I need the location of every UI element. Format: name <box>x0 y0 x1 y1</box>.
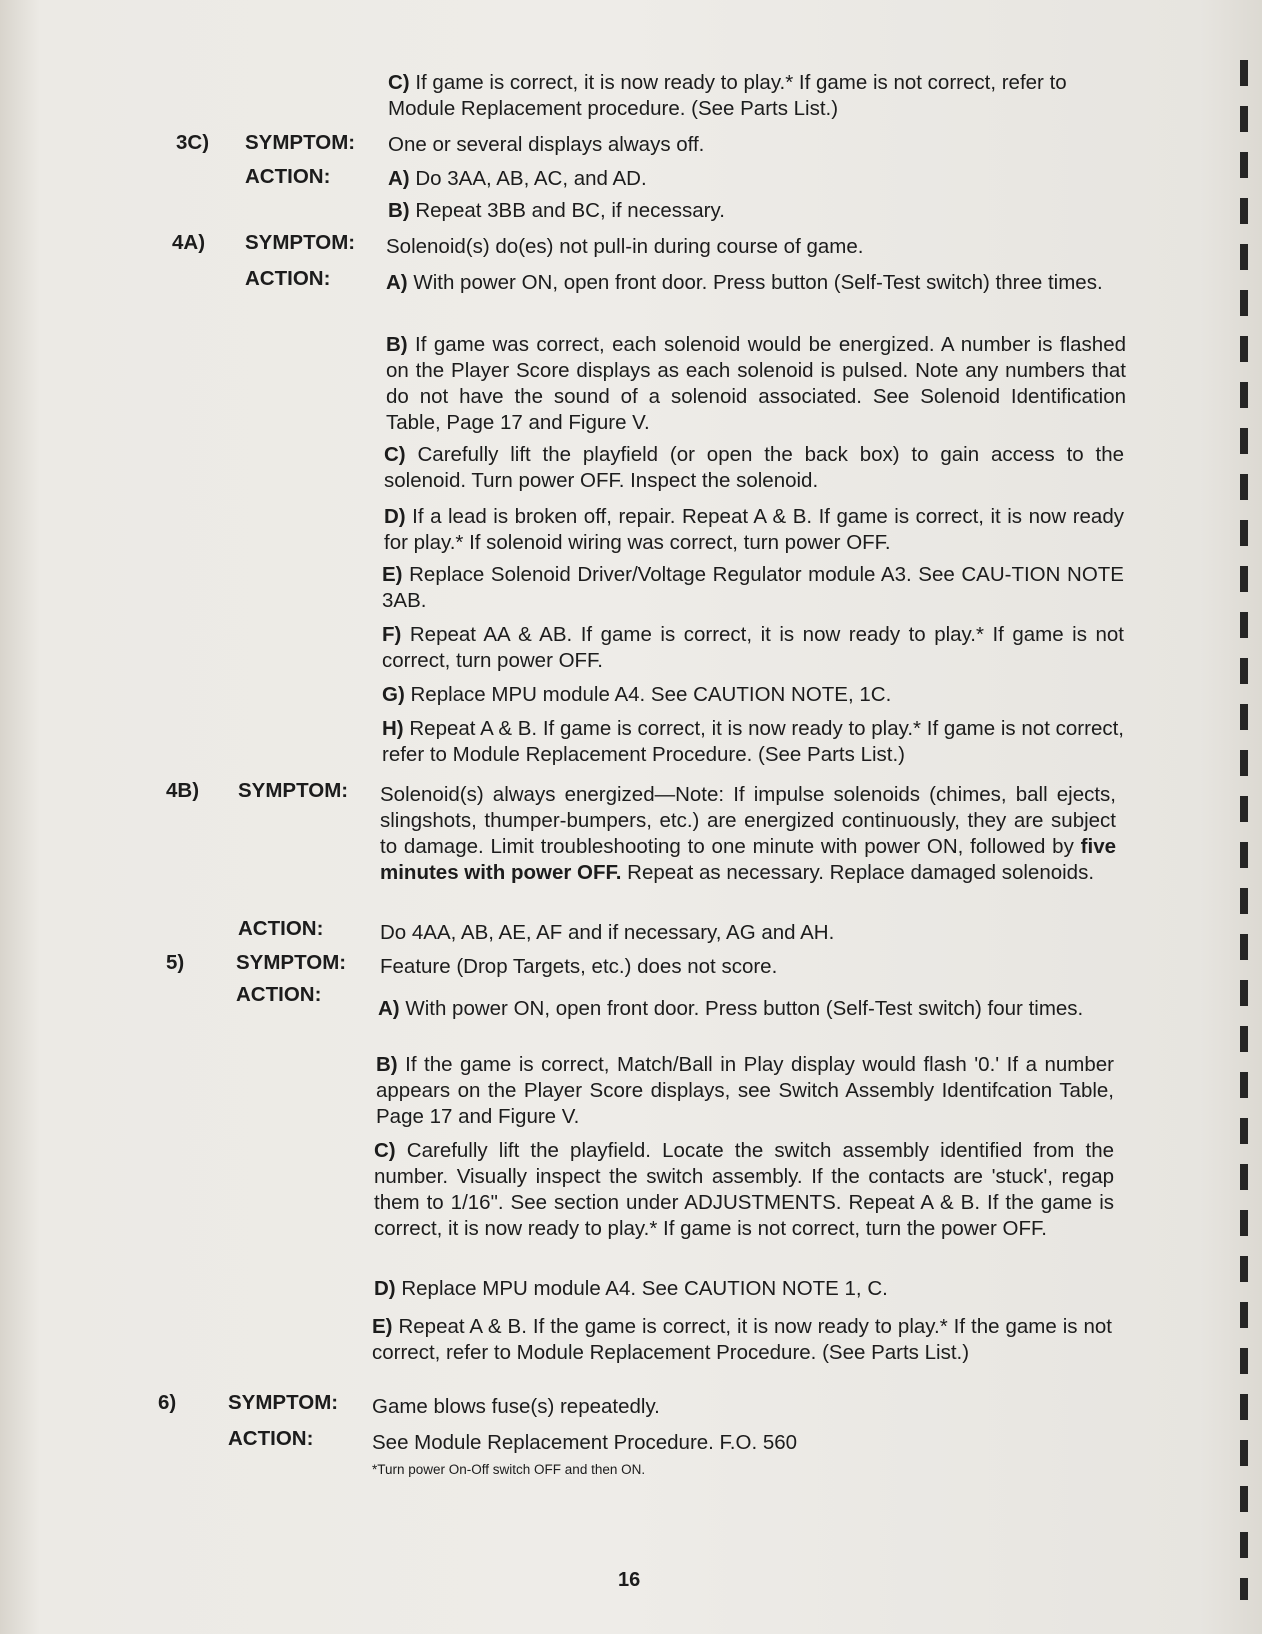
symptom-text: One or several displays always off. <box>388 133 705 156</box>
item-text-bold: five minutes with power OFF. <box>380 835 1116 884</box>
item-prefix: D) <box>384 505 406 528</box>
symptom-label: SYMPTOM: <box>238 779 349 802</box>
item-prefix: A) <box>378 997 400 1020</box>
entry-3c-action-b <box>388 198 1128 224</box>
item-prefix: C) <box>384 443 406 466</box>
item-prefix: D) <box>374 1277 396 1300</box>
section-number-4a: 4A) <box>172 231 206 254</box>
entry-4a-e <box>382 562 1124 614</box>
entry-4a-action-a <box>386 270 1126 296</box>
entry-5-b <box>376 1052 1114 1130</box>
symptom-label: SYMPTOM: <box>228 1391 339 1414</box>
entry-3b-c <box>388 70 1128 122</box>
action-label: ACTION: <box>245 267 331 290</box>
entry-5-action-a <box>378 996 1116 1022</box>
item-text: With power ON, open front door. Press button (Self-Test switch) four times. <box>405 997 1084 1020</box>
item-prefix: B) <box>386 333 408 356</box>
section-number-3c: 3C) <box>176 131 210 154</box>
action-label: ACTION: <box>238 917 324 940</box>
item-prefix: C) <box>374 1139 396 1162</box>
item-text: Solenoid(s) always energized—Note: If impulse solenoids (chimes, ball ejects, slingshots, thumper-bumpers, etc.) are energized continuously, they are subject to damage. Limit troubleshooting to one minute with power ON, followed by <box>380 783 1116 858</box>
item-text: Do 3AA, AB, AC, and AD. <box>415 167 647 190</box>
item-text: Repeat 3BB and BC, if necessary. <box>415 199 725 222</box>
item-text: Replace MPU module A4. See CAUTION NOTE 1, C. <box>401 1277 888 1300</box>
item-text: If game was correct, each solenoid would be energized. A number is flashed on the Player Score displays as each solenoid is pulsed. Note any numbers that do not have the sound of a solenoid associated. See Solenoid Identification Table, Page 17 and Figure V. <box>386 333 1126 434</box>
item-prefix: F) <box>382 623 402 646</box>
action-label: ACTION: <box>236 983 322 1006</box>
entry-4a-d <box>384 504 1124 556</box>
item-text-after: Repeat as necessary. Replace damaged solenoids. <box>627 861 1095 884</box>
item-prefix: B) <box>388 199 410 222</box>
section-number-5: 5) <box>166 951 185 974</box>
item-text: Repeat A & B. If game is correct, it is now ready to play.* If game is not correct, refer to Module Replacement Procedure. (See Parts List.) <box>382 717 1124 766</box>
symptom-label: SYMPTOM: <box>245 131 356 154</box>
entry-4a-f <box>382 622 1124 674</box>
item-text: Carefully lift the playfield (or open the back box) to gain access to the solenoid. Turn power OFF. Inspect the solenoid. <box>384 443 1125 492</box>
spiral-binding <box>1240 60 1248 1600</box>
entry-5-d <box>374 1276 1114 1302</box>
item-text: Repeat AA & AB. If game is correct, it is now ready to play.* If game is not correct, turn power OFF. <box>382 623 1124 672</box>
item-prefix: E) <box>372 1315 393 1338</box>
symptom-text-4b <box>380 782 1116 886</box>
symptom-label: SYMPTOM: <box>245 231 356 254</box>
item-text: Replace MPU module A4. See CAUTION NOTE, 1C. <box>410 683 892 706</box>
entry-5-c <box>374 1138 1114 1242</box>
entry-3c-action-a <box>388 166 1128 192</box>
item-prefix: A) <box>386 271 408 294</box>
entry-4a-c <box>384 442 1124 494</box>
item-text: If game is correct, it is now ready to play.* If game is not correct, refer to Module Replacement procedure. (See Parts List.) <box>388 71 1067 120</box>
item-prefix: H) <box>382 717 404 740</box>
entry-4a-h <box>382 716 1124 768</box>
item-text: Carefully lift the playfield. Locate the switch assembly identified from the number. Visually inspect the switch assembly. If the contacts are 'stuck', regap them to 1/16". See section under ADJUSTMENTS. Repeat A & B. If the game is correct, it is now ready to play.* If game is not correct, turn the power OFF. <box>374 1139 1114 1240</box>
symptom-text: Solenoid(s) do(es) not pull-in during course of game. <box>386 235 864 258</box>
item-text: With power ON, open front door. Press button (Self-Test switch) three times. <box>413 271 1103 294</box>
item-prefix: C) <box>388 71 410 94</box>
symptom-label: SYMPTOM: <box>236 951 347 974</box>
symptom-text: Game blows fuse(s) repeatedly. <box>372 1395 660 1418</box>
footnote: *Turn power On-Off switch OFF and then ON. <box>372 1462 646 1477</box>
item-text: If a lead is broken off, repair. Repeat A & B. If game is correct, it is now ready for play.* If solenoid wiring was correct, turn power OFF. <box>384 505 1124 554</box>
entry-4a-b <box>386 332 1126 436</box>
action-label: ACTION: <box>245 165 331 188</box>
item-prefix: G) <box>382 683 405 706</box>
action-text: See Module Replacement Procedure. F.O. 560 <box>372 1431 798 1454</box>
action-label: ACTION: <box>228 1427 314 1450</box>
item-text: Replace Solenoid Driver/Voltage Regulator module A3. See CAU-TION NOTE 3AB. <box>382 563 1124 612</box>
action-text: Do 4AA, AB, AE, AF and if necessary, AG and AH. <box>380 921 835 944</box>
page-number: 16 <box>618 1569 641 1591</box>
item-prefix: A) <box>388 167 410 190</box>
entry-4a-g <box>382 682 1124 708</box>
item-prefix: E) <box>382 563 403 586</box>
item-text: Repeat A & B. If the game is correct, it is now ready to play.* If the game is not correct, refer to Module Replacement Procedure. (See Parts List.) <box>372 1315 1112 1364</box>
item-text: If the game is correct, Match/Ball in Play display would flash '0.' If a number appears on the Player Score displays, see Switch Assembly Identifcation Table, Page 17 and Figure V. <box>376 1053 1114 1128</box>
symptom-text: Feature (Drop Targets, etc.) does not score. <box>380 955 778 978</box>
entry-5-e <box>372 1314 1112 1366</box>
section-number-6: 6) <box>158 1391 177 1414</box>
item-prefix: B) <box>376 1053 398 1076</box>
section-number-4b: 4B) <box>166 779 200 802</box>
